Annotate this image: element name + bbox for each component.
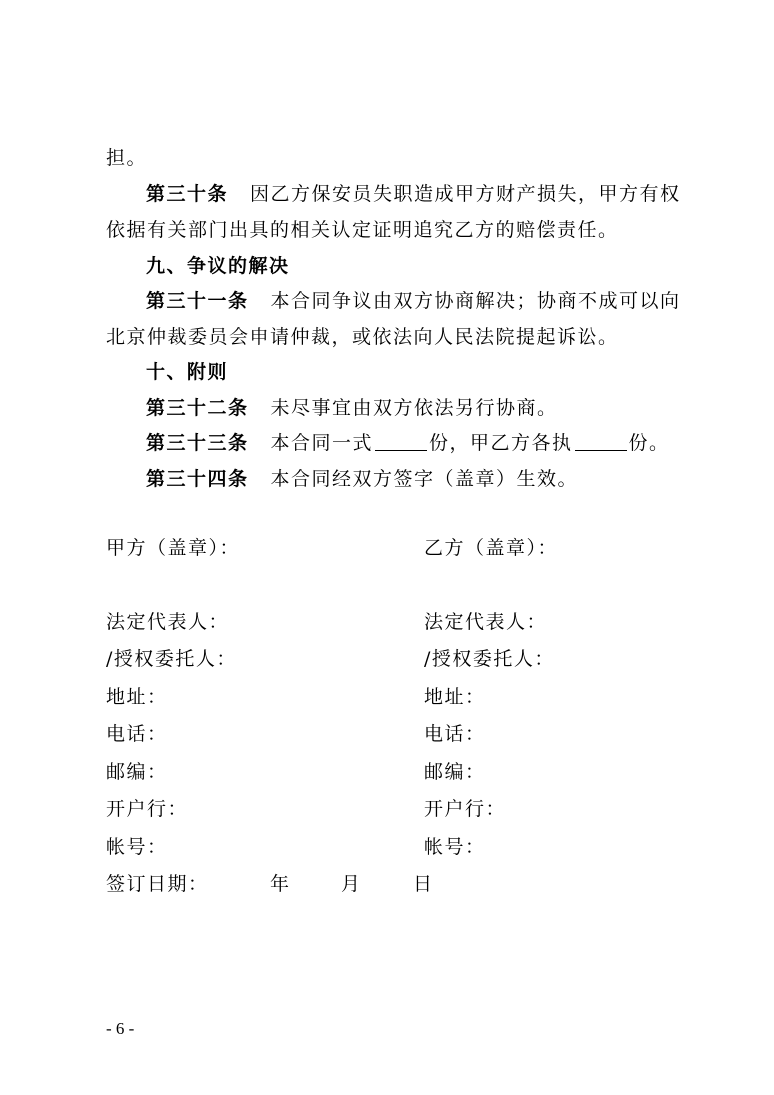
sign-date-year: 年 bbox=[270, 873, 290, 895]
article-30-text-2: 依据有关部门出具的相关认定证明追究乙方的赔偿责任。 bbox=[106, 219, 619, 241]
party-a-bank: 开户行： bbox=[106, 798, 189, 820]
copies-each-blank bbox=[575, 431, 627, 451]
article-30-line-1 bbox=[146, 182, 681, 206]
article-31-line-1 bbox=[146, 289, 681, 313]
article-31-text-1: 本合同争议由双方协商解决；协商不成可以向 bbox=[270, 290, 681, 312]
party-a-address: 地址： bbox=[106, 686, 168, 708]
party-b-phone: 电话： bbox=[424, 723, 486, 745]
article-33-text-1: 本合同一式 bbox=[270, 432, 374, 454]
party-a-phone: 电话： bbox=[106, 723, 168, 745]
party-a-rep: 法定代表人： bbox=[106, 611, 230, 633]
sign-date-label: 签订日期： bbox=[106, 873, 209, 895]
party-a-title: 甲方（盖章）： bbox=[106, 537, 241, 559]
article-32-number: 第三十二条 bbox=[146, 397, 249, 419]
article-33-number: 第三十三条 bbox=[146, 432, 249, 454]
section-10-heading: 十、附则 bbox=[146, 361, 229, 383]
article-32-text: 未尽事宜由双方依法另行协商。 bbox=[270, 397, 558, 419]
copies-total-blank bbox=[375, 431, 427, 451]
party-a-account: 帐号： bbox=[106, 836, 168, 858]
party-a-postcode: 邮编： bbox=[106, 761, 168, 783]
article-34-number: 第三十四条 bbox=[146, 468, 249, 490]
section-9-heading: 九、争议的解决 bbox=[146, 255, 290, 277]
party-b-agent: /授权委托人： bbox=[424, 648, 555, 670]
party-b-title: 乙方（盖章）： bbox=[424, 537, 559, 559]
page-number: - 6 - bbox=[106, 1019, 135, 1038]
article-33-line bbox=[146, 431, 670, 455]
party-b-bank: 开户行： bbox=[424, 798, 507, 820]
article-31-number: 第三十一条 bbox=[146, 290, 249, 312]
article-34-line bbox=[146, 467, 578, 491]
carryover-text: 担。 bbox=[106, 147, 148, 169]
article-30-text-1: 因乙方保安员失职造成甲方财产损失，甲方有权 bbox=[250, 183, 681, 205]
article-34-text: 本合同经双方签字（盖章）生效。 bbox=[270, 468, 579, 490]
article-33-text-2: 份，甲乙方各执 bbox=[429, 432, 573, 454]
article-30-number: 第三十条 bbox=[146, 183, 229, 205]
party-b-account: 帐号： bbox=[424, 836, 486, 858]
article-33-text-3: 份。 bbox=[628, 432, 670, 454]
party-a-agent: /授权委托人： bbox=[106, 648, 237, 670]
sign-date-month: 月 bbox=[341, 873, 361, 895]
party-b-address: 地址： bbox=[424, 686, 486, 708]
article-32-line bbox=[146, 396, 558, 420]
party-b-postcode: 邮编： bbox=[424, 761, 486, 783]
sign-date-day: 日 bbox=[413, 873, 433, 895]
article-31-text-2: 北京仲裁委员会申请仲裁，或依法向人民法院提起诉讼。 bbox=[106, 326, 619, 348]
party-b-rep: 法定代表人： bbox=[424, 611, 548, 633]
